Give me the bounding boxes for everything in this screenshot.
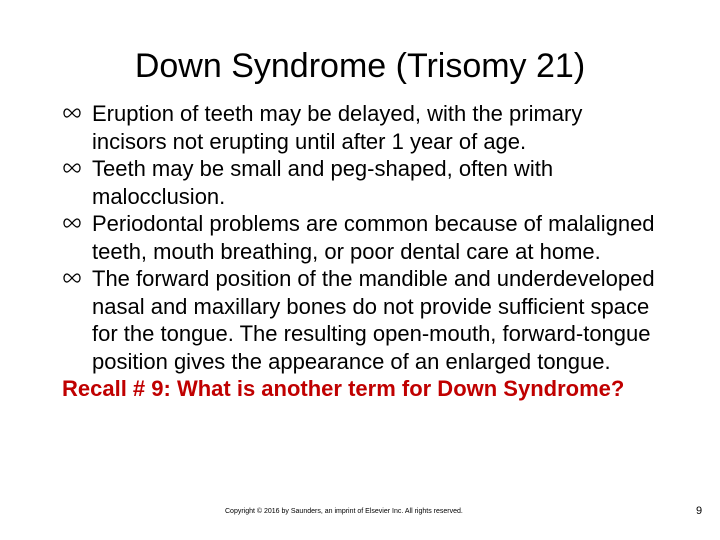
page-number: 9 bbox=[696, 505, 703, 517]
bullet-item bbox=[62, 210, 662, 265]
bullet-item bbox=[62, 265, 662, 375]
bullet-text: The forward position of the mandible and underdeveloped nasal and maxillary bones do not provide sufficient space for the tongue. The resulting open-mouth, forward-tongue position gives the appearance of an enlarged tongue. bbox=[92, 266, 655, 374]
bullet-text: Periodontal problems are common because of malaligned teeth, mouth breathing, or poor dental care at home. bbox=[92, 211, 655, 264]
slide-body bbox=[62, 100, 662, 403]
bullet-text: Eruption of teeth may be delayed, with the primary incisors not erupting until after 1 year of age. bbox=[92, 101, 583, 154]
infinity-icon bbox=[62, 106, 82, 120]
recall-question: Recall # 9: What is another term for Down Syndrome? bbox=[62, 376, 625, 401]
bullet-item bbox=[62, 155, 662, 210]
infinity-icon bbox=[62, 216, 82, 230]
slide-title: Down Syndrome (Trisomy 21) bbox=[134, 47, 586, 85]
copyright-footer: Copyright © 2016 by Saunders, an imprint of Elsevier Inc. All rights reserved. bbox=[225, 508, 463, 515]
infinity-icon bbox=[62, 161, 82, 175]
bullet-text: Teeth may be small and peg-shaped, often with malocclusion. bbox=[92, 156, 554, 209]
infinity-icon bbox=[62, 271, 82, 285]
bullet-item bbox=[62, 100, 662, 155]
